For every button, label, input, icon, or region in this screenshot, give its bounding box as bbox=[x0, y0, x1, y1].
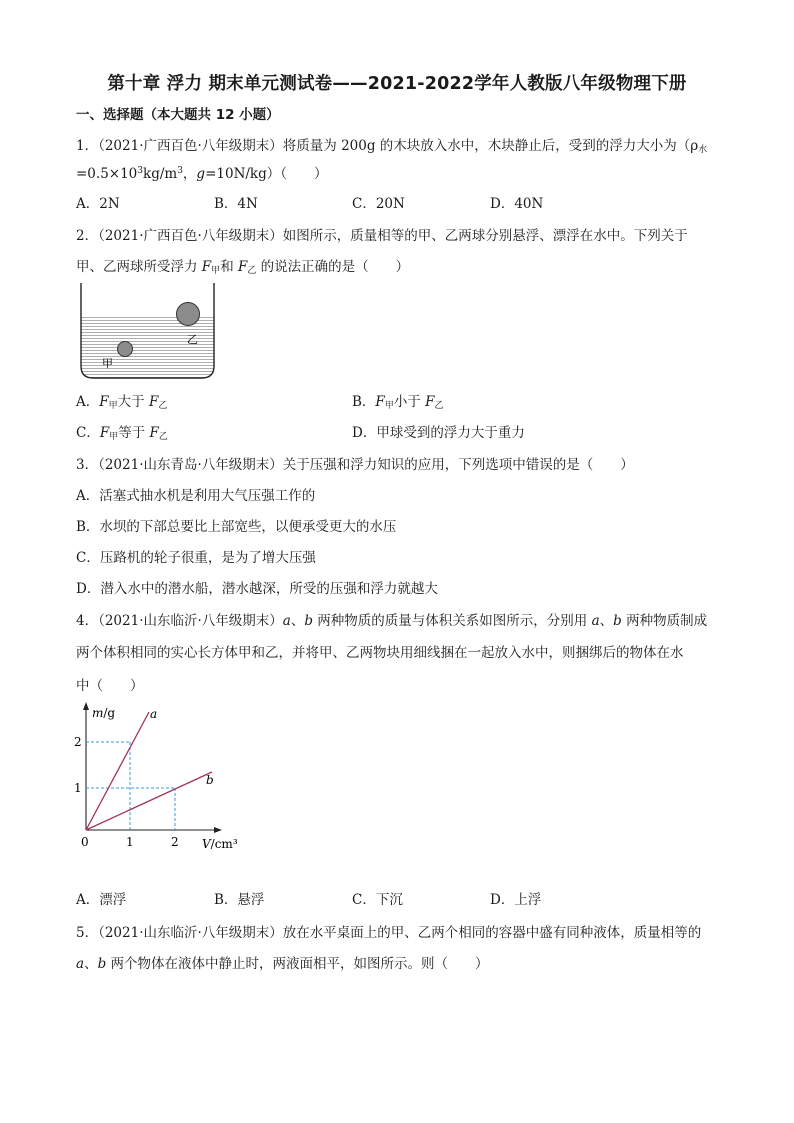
q4-option-d[interactable]: D．上浮 bbox=[490, 892, 542, 908]
y-tick-1: 1 bbox=[74, 781, 82, 795]
q5-stem-line1: 5．（2021·山东临沂·八年级期末）放在水平桌面上的甲、乙两个相同的容器中盛有同种液体，质量相等的 bbox=[76, 925, 702, 941]
q4-option-a[interactable]: A．漂浮 bbox=[76, 892, 127, 908]
line-a-label: a bbox=[150, 707, 158, 721]
q3-option-a[interactable]: A．活塞式抽水机是利用大气压强工作的 bbox=[76, 488, 316, 504]
y-axis-label: m/g bbox=[92, 706, 116, 720]
q2-option-b[interactable]: B．$F_甲$小于 $F_乙$ bbox=[352, 394, 444, 411]
q1-option-a[interactable]: A．2N bbox=[76, 196, 120, 212]
q2-stem-line2: 甲、乙两球所受浮力 $F_甲$和 $F_乙$ 的说法正确的是（ ） bbox=[76, 259, 410, 276]
q2-beaker-figure bbox=[74, 280, 219, 383]
q1-stem-line2: $=0.5\times 10^3kg/m^3$，g=10N/kg）（ ） bbox=[76, 166, 328, 182]
q4-stem-line2: 两个体积相同的实心长方体甲和乙，并将甲、乙两物块用细线捆在一起放入水中，则捆绑后的物体在水 bbox=[76, 645, 684, 661]
ball-jia bbox=[118, 342, 133, 357]
y-axis-arrow bbox=[83, 702, 89, 710]
q2-stem-line1: 2．（2021·广西百色·八年级期末）如图所示，质量相等的甲、乙两球分别悬浮、漂浮在水中。下列关于 bbox=[76, 228, 688, 244]
q5-stem-line2: a、b 两个物体在液体中静止时，两液面相平，如图所示。则（ ） bbox=[76, 956, 489, 972]
q2-option-d[interactable]: D．甲球受到的浮力大于重力 bbox=[352, 425, 525, 441]
q1-option-c[interactable]: C．20N bbox=[352, 196, 405, 212]
q4-mass-volume-graph bbox=[72, 700, 257, 858]
origin-label: 0 bbox=[81, 835, 89, 849]
section-heading: 一、选择题（本大题共 12 小题） bbox=[76, 107, 280, 123]
water bbox=[81, 316, 214, 378]
page-title: 第十章 浮力 期末单元测试卷——2021-2022学年人教版八年级物理下册 bbox=[107, 74, 687, 94]
q3-option-d[interactable]: D．潜入水中的潜水船，潜水越深，所受的压强和浮力就越大 bbox=[76, 581, 438, 597]
line-b bbox=[86, 772, 212, 830]
x-tick-1: 1 bbox=[126, 835, 134, 849]
y-tick-2: 2 bbox=[74, 735, 82, 749]
line-a bbox=[86, 712, 149, 830]
x-axis-label: V/cm³ bbox=[202, 837, 238, 851]
q1-option-d[interactable]: D．40N bbox=[490, 196, 544, 212]
line-b-label: b bbox=[206, 773, 214, 787]
label-yi: 乙 bbox=[187, 333, 198, 346]
x-tick-2: 2 bbox=[171, 835, 179, 849]
q3-option-b[interactable]: B．水坝的下部总要比上部宽些，以便承受更大的水压 bbox=[76, 519, 397, 535]
q1-stem-line1: 1．（2021·广西百色·八年级期末）将质量为 200g 的木块放入水中，木块静止后，受到的浮力大小为（$\rho_水$ bbox=[76, 138, 708, 155]
label-jia: 甲 bbox=[102, 357, 113, 370]
q3-stem: 3．（2021·山东青岛·八年级期末）关于压强和浮力知识的应用，下列选项中错误的是（ ） bbox=[76, 457, 634, 473]
q2-option-a[interactable]: A．$F_甲$大于 $F_乙$ bbox=[76, 394, 168, 411]
q4-option-c[interactable]: C．下沉 bbox=[352, 892, 403, 908]
q4-stem-line3: 中（ ） bbox=[76, 678, 144, 694]
ball-yi bbox=[177, 303, 200, 326]
q3-option-c[interactable]: C．压路机的轮子很重，是为了增大压强 bbox=[76, 550, 316, 566]
q4-stem-line1: 4．（2021·山东临沂·八年级期末）a、b 两种物质的质量与体积关系如图所示，分别用 a、b 两种物质制成 bbox=[76, 613, 708, 629]
q2-option-c[interactable]: C．$F_甲$等于 $F_乙$ bbox=[76, 425, 168, 442]
x-axis-arrow bbox=[214, 827, 222, 833]
q1-option-b[interactable]: B．4N bbox=[214, 196, 258, 212]
q4-option-b[interactable]: B．悬浮 bbox=[214, 892, 265, 908]
